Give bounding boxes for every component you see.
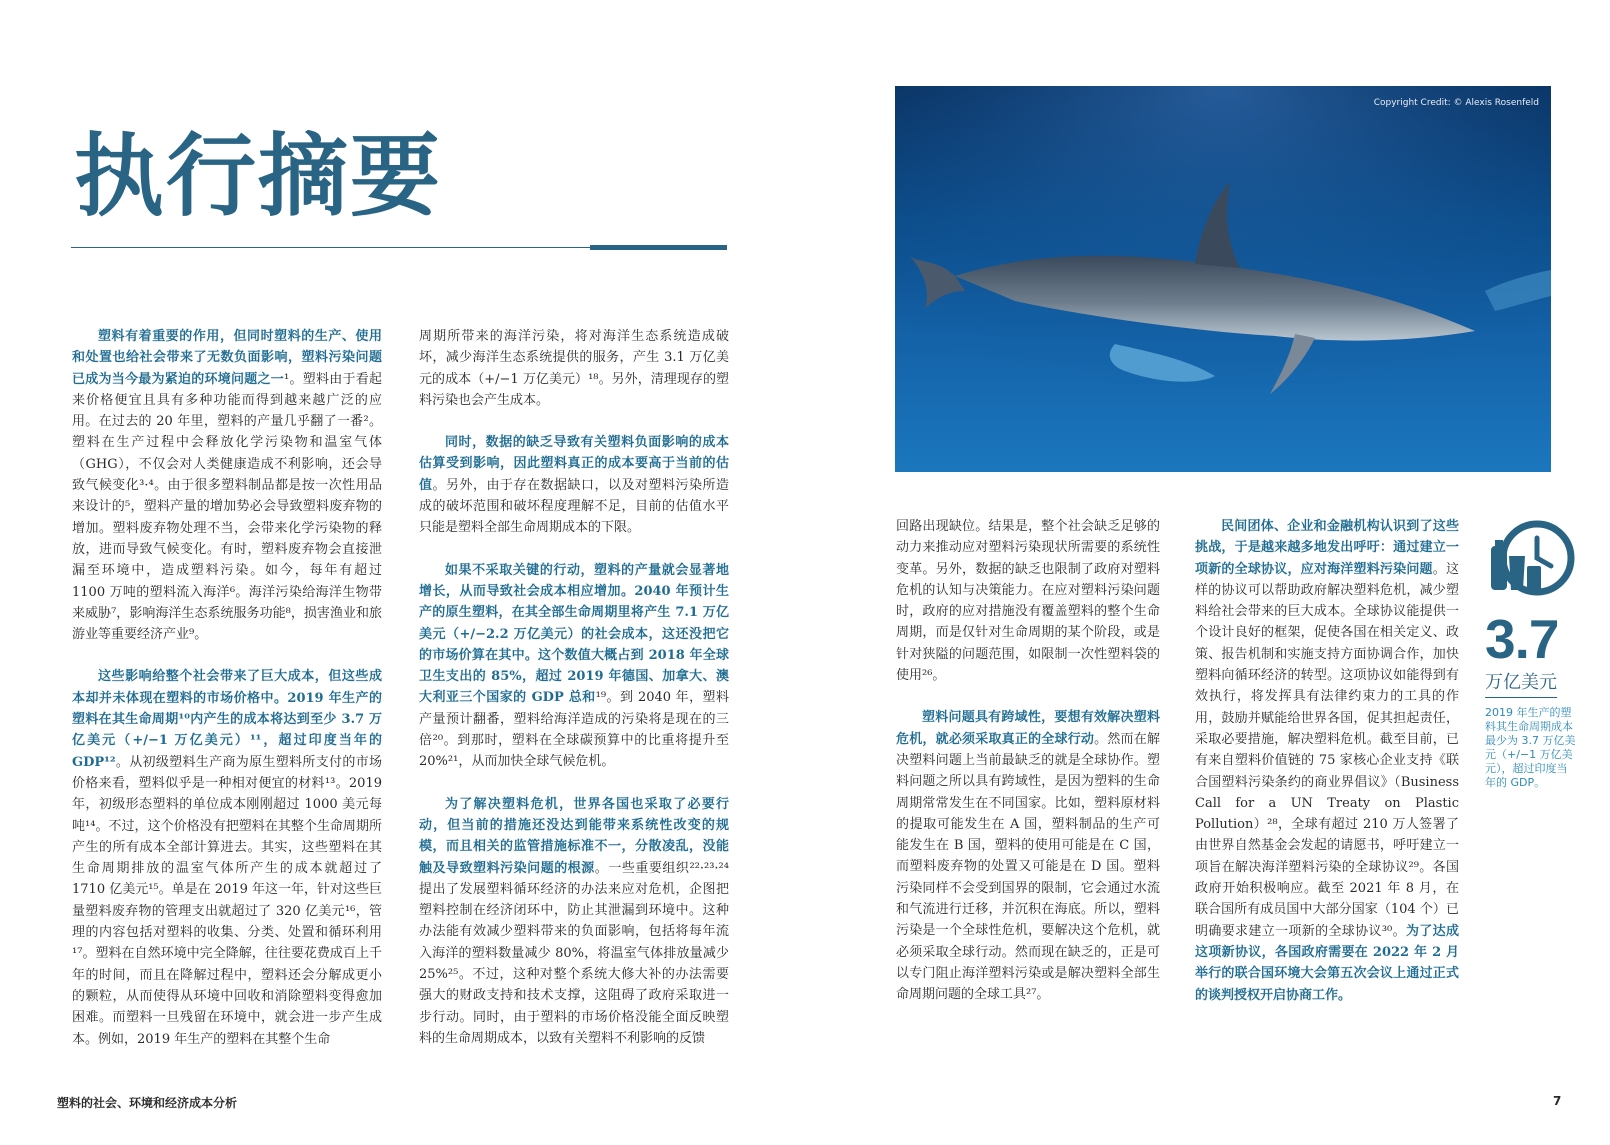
paragraph — [1195, 516, 1459, 1006]
highlight-text: 塑料有着重要的作用，但同时塑料的生产、使用和处置也给社会带来了无数负面影响，塑料污染问题已成为当今最为紧迫的环境问题之一 — [72, 329, 382, 387]
photo-credit: Copyright Credit: © Alexis Rosenfeld — [1373, 98, 1539, 108]
column-4 — [1195, 516, 1459, 1027]
highlight-text: 这些影响给整个社会带来了巨大成本，但这些成本却并未体现在塑料的市场价格中。2019 年生产的塑料在其生命周期¹⁰内产生的成本将达到至少 3.7 万亿美元（+/−1 万亿美元）¹¹，超过印度当年的 GDP¹² — [72, 669, 382, 770]
stat-value: 3.7 — [1485, 608, 1559, 670]
footer-report-title: 塑料的社会、环境和经济成本分析 — [57, 1096, 238, 1110]
body-text: 回路出现缺位。结果是，整个社会缺乏足够的动力来推动应对塑料污染现状所需要的系统性变革。另外，数据的缺乏也限制了政府对塑料危机的认知与决策能力。在应对塑料污染问题时，政府的应对措施没有覆盖塑料的整个生命周期，而是仅针对生命周期的某个阶段，或是针对狭隘的问题范围，如限制一次性塑料袋的使用²⁶。 — [896, 519, 1160, 684]
body-text: 。另外，由于存在数据缺口，以及对塑料污染所造成的破坏范围和破坏程度理解不足，目前的估值水平只能是塑料全部生命周期成本的下限。 — [419, 477, 729, 536]
stat-unit: 万亿美元 — [1485, 668, 1557, 698]
column-2 — [419, 326, 729, 1070]
stat-callout — [1485, 516, 1577, 790]
page-title: 执行摘要 — [74, 124, 442, 229]
paragraph — [419, 326, 729, 411]
highlight-text: 民间团体、企业和金融机构认识到了这些挑战，于是越来越多地发出呼吁：通过建立一项新的全球协议，应对海洋塑料污染问题 — [1195, 519, 1459, 577]
body-text: 周期所带来的海洋污染，将对海洋生态系统造成破坏，减少海洋生态系统提供的服务，产生 3.1 万亿美元的成本（+/−1 万亿美元）¹⁸。另外，清理现存的塑料污染也会产生成本。 — [419, 329, 729, 408]
paragraph — [72, 666, 382, 1049]
highlight-text: 塑料问题具有跨域性，要想有效解决塑料危机，就必须采取真正的全球行动 — [896, 710, 1160, 747]
highlight-text: 如果不采取关键的行动，塑料的产量就会显著地增长，从而导致社会成本相应增加。2040 年预计生产的原生塑料，在其全部生命周期里将产生 7.1 万亿美元（+/−2.2 万亿美元）的社会成本，这还没把它的市场价算在其中。这个数值大概占到 2018 年全球卫生支出的 85%，超过 2019 年德国、加拿大、澳大利亚三个国家的 GDP 总和 — [419, 562, 729, 706]
paragraph — [419, 794, 729, 1050]
highlight-text: 为了达成这项新协议，各国政府需要在 2022 年 2 月举行的联合国环境大会第五次会议上通过正式的谈判授权开启协商工作。 — [1195, 923, 1459, 1003]
body-text: 。这样的协议可以帮助政府解决塑料危机，减少塑料给社会带来的巨大成本。全球协议能提供一个设计良好的框架，促使各国在相关定义、政策、报告机制和实施支持方面协调合作，加快塑料向循环经济的转型。这项协议如能得到有效执行，将发挥具有法律约束力的工具的作用，鼓励并赋能给世界各国，促其担起责任，采取必要措施，解决塑料危机。截至目前，已有来自塑料价值链的 75 家核心企业支持《联合国塑料污染条约的商业界倡议》（Business Call for a UN Treaty on Plastic Pollution）²⁸，全球有超过 210 万人签署了由世界自然基金会发起的请愿书，呼吁建立一项旨在解决海洋塑料污染的全球协议²⁹。各国政府开始积极响应。截至 2021 年 8 月，在联合国所有成员国中大部分国家（104 个）已明确要求建立一项新的全球协议³⁰。 — [1195, 561, 1459, 939]
body-text: 。然而在解决塑料问题上当前最缺乏的就是全球协作。塑料问题之所以具有跨域性，是因为塑料的生命周期常常发生在不同国家。比如，塑料原材料的提取可能发生在 A 国，塑料制品的生产可能发生在 B 国，塑料的使用可能是在 C 国，而塑料废弃物的处置又可能是在 D 国。塑料污染同样不会受到国界的限制，它会通过水流和气流进行迁移，并沉积在海底。所以，塑料污染是一个全球性危机，要解决这个危机，就必须采取全球行动。然而现在缺乏的，正是可以专门阻止海洋塑料污染或是解决塑料全部生命周期问题的全球工具²⁷。 — [896, 731, 1160, 1003]
body-text: ¹⁹。到 2040 年，塑料产量预计翻番，塑料给海洋造成的污染将是现在的三倍²⁰。到那时，塑料在全球碳预算中的比重将提升至 20%²¹，从而加快全球气候危机。 — [419, 690, 730, 770]
plastic-clock-icon — [1485, 516, 1577, 606]
paragraph — [419, 432, 729, 538]
body-text: ¹。塑料由于看起来价格便宜且具有多种功能而得到越来越广泛的应用。在过去的 20 年里，塑料的产量几乎翻了一番²。塑料在生产过程中会释放化学污染物和温室气体（GHG），不仅会对人类健康造成不利影响，还会导致气候变化³·⁴。由于很多塑料制品都是按一次性用品来设计的⁵，塑料产量的增加势必会导致塑料废弃物的增加。塑料废弃物处理不当，会带来化学污染物的释放，进而导致气候变化。有时，塑料废弃物会直接泄漏至环境中，造成塑料污染。如今，每年有超过 1100 万吨的塑料流入海洋⁶。海洋污染给海洋生物带来威胁⁷，影响海洋生态系统服务功能⁸，损害渔业和旅游业等重要经济产业⁹。 — [72, 371, 382, 643]
column-3 — [896, 516, 1160, 1027]
highlight-text: 同时，数据的缺乏导致有关塑料负面影响的成本估算受到影响，因此塑料真正的成本要高于当前的估值 — [419, 435, 729, 493]
paragraph — [896, 707, 1160, 1005]
title-rule-accent — [590, 245, 727, 250]
stat-description: 2019 年生产的塑料其生命周期成本最少为 3.7 万亿美元（+/−1 万亿美元），超过印度当年的 GDP。 — [1485, 706, 1576, 789]
page-number: 7 — [1553, 1094, 1562, 1108]
paragraph — [896, 516, 1160, 686]
dolphin-photo — [895, 86, 1551, 472]
column-1 — [72, 326, 382, 1071]
paragraph — [72, 326, 382, 645]
paragraph — [419, 560, 729, 773]
highlight-text: 为了解决塑料危机，世界各国也采取了必要行动，但当前的措施还没达到能带来系统性改变的规模，而且相关的监管措施标准不一，分散凌乱，没能触及导致塑料污染问题的根源 — [419, 796, 729, 876]
body-text: 。一些重要组织²²·²³·²⁴提出了发展塑料循环经济的办法来应对危机，企图把塑料控制在经济闭环中，防止其泄漏到环境中。这种办法能有效减少塑料带来的负面影响，包括将每年流入海洋的塑料数量减少 80%，将温室气体排放量减少 25%²⁵。不过，这种对整个系统大修大补的办法需要强大的财政支持和技术支撑，这阻碍了政府采取进一步行动。同时，由于塑料的市场价格没能全面反映塑料的生命周期成本，以致有关塑料不利影响的反馈 — [419, 860, 729, 1046]
body-text: 。从初级塑料生产商为原生塑料所支付的市场价格来看，塑料似乎是一种相对便宜的材料¹³。2019 年，初级形态塑料的单位成本刚刚超过 1000 美元每吨¹⁴。不过，这个价格没有把塑料在其整个生命周期所产生的所有成本全部计算进去。其实，这些塑料在其生命周期排放的温室气体所产生的成本就超过了 1710 亿美元¹⁵。单是在 2019 年这一年，针对这些巨量塑料废弃物的管理支出就超过了 320 亿美元¹⁶，管理的内容包括对塑料的收集、分类、处置和循环利用¹⁷。塑料在自然环境中完全降解，往往要花费成百上千年的时间，而且在降解过程中，塑料还会分解成更小的颗粒，从而使得从环境中回收和消除塑料变得愈加困难。而塑料一旦残留在环境中，就会进一步产生成本。例如，2019 年生产的塑料在其整个生命 — [72, 754, 382, 1047]
